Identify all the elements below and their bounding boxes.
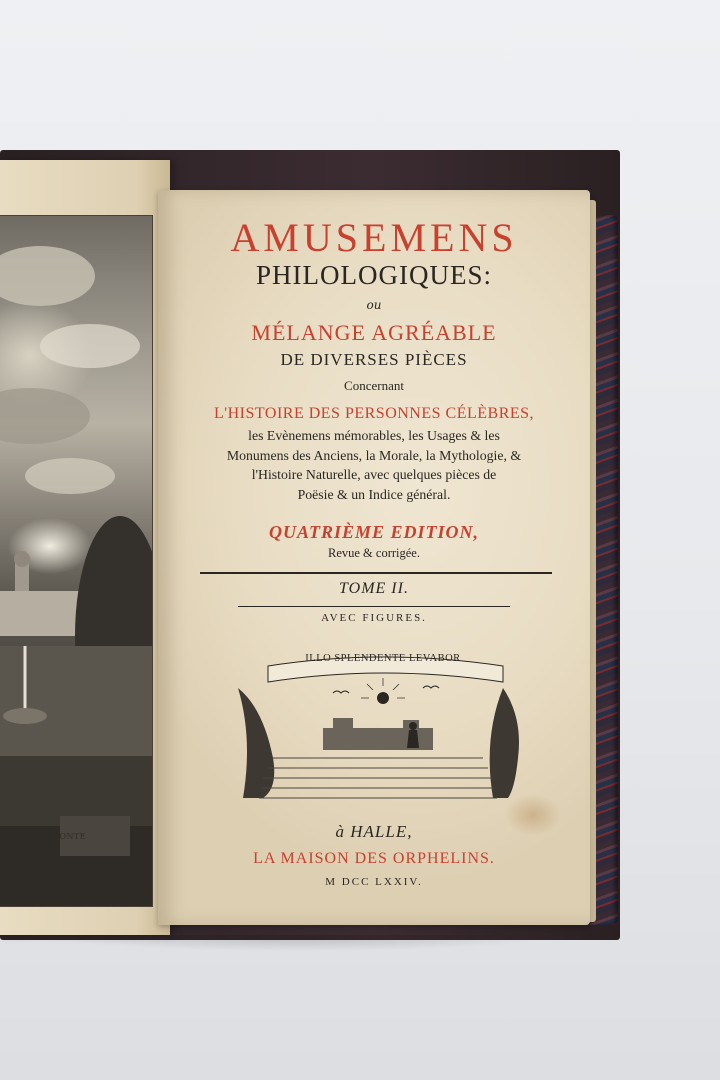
book-shadow — [0, 935, 620, 975]
year-text: M DCC LXXIV. — [325, 876, 423, 888]
place-text: à HALLE, — [335, 822, 413, 841]
title-alt-sub: DE DIVERSES PIÈCES — [280, 350, 468, 369]
publisher-text: LA MAISON DES ORPHELINS. — [253, 850, 495, 867]
revision-text: Revue & corrigée. — [328, 546, 420, 560]
description-line: Poësie & un Indice général. — [297, 486, 451, 502]
vignette-motto: ILLO SPLENDENTE LEVABOR — [305, 653, 461, 664]
title-page — [158, 190, 590, 925]
frontispiece-engraving — [0, 215, 153, 907]
engraving-artwork — [0, 216, 152, 906]
description-line: les Evènemens mémorables, les Usages & les — [248, 428, 500, 443]
divider-rule-thin — [238, 606, 510, 607]
title-alt: MÉLANGE AGRÉABLE — [251, 320, 497, 345]
title-main: AMUSEMENS — [230, 215, 518, 260]
description-block — [178, 426, 570, 504]
frontispiece-caption-right: POUR LA SANTE — [78, 864, 120, 882]
tome-label: TOME II. — [339, 580, 409, 597]
figures-label: AVEC FIGURES. — [321, 612, 427, 624]
concernant-text: Concernant — [344, 378, 404, 393]
edition-text: QUATRIÈME EDITION, — [268, 522, 480, 542]
description-line: Monumens des Anciens, la Morale, la Mythologie, & — [226, 447, 522, 463]
divider-rule — [200, 572, 552, 574]
title-conjunction: ou — [366, 298, 382, 312]
subject-heading: L'HISTOIRE DES PERSONNES CÉLÈBRES, — [213, 405, 535, 422]
vignette-artwork — [233, 648, 528, 810]
printer-vignette — [233, 648, 528, 810]
title-sub: PHILOLOGIQUES: — [256, 260, 492, 290]
description-line: l'Histoire Naturelle, avec quelques pièces de — [251, 467, 497, 483]
frontispiece-caption-left: POUR LA BONTE — [8, 832, 87, 841]
